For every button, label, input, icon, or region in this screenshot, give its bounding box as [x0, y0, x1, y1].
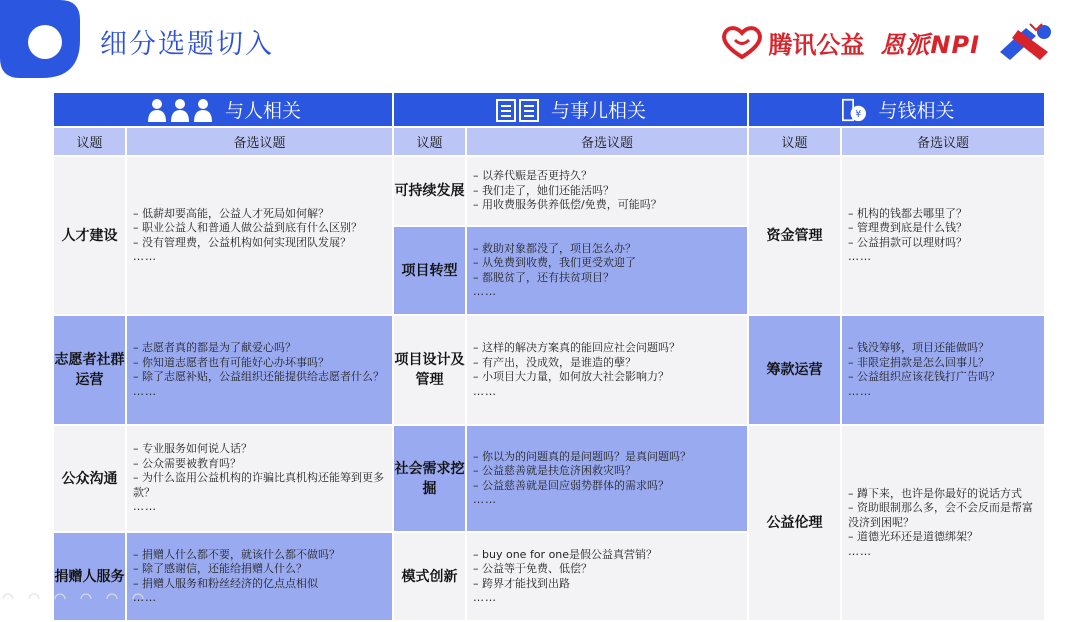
- list-item: – 资助眼制那么多，会不会反而是帮富没济到困呢？: [848, 501, 1034, 529]
- things-topic-cell: [394, 227, 465, 314]
- things-topic-cell: [394, 426, 465, 531]
- things-topic-cell: [394, 533, 465, 620]
- list-item: – 志愿者真的都是为了献爱心吗？: [133, 341, 296, 354]
- section-money-label: 与钱相关: [878, 100, 955, 122]
- money-items-cell: [842, 316, 1044, 424]
- list-item: – 机构的钱都去哪里了？: [848, 206, 968, 220]
- page-title: 细分选题切入: [100, 29, 274, 60]
- ellipsis-more: ……: [473, 285, 498, 298]
- list-item: – 这样的解决方案真的能回应社会问题吗？: [473, 341, 681, 354]
- topic-label: 人才建设: [61, 227, 118, 244]
- section-money-header: [749, 93, 1044, 126]
- people-topic-cell: [54, 533, 125, 620]
- list-item: – 道德光环还是道德绑架？: [848, 530, 979, 544]
- topic-label: 捐赠人服务: [54, 568, 125, 585]
- list-item: – 以养代赈是否更持久？: [473, 169, 593, 183]
- section-things-label: 与事儿相关: [551, 100, 647, 122]
- list-item: – 管理费到底是什么钱？: [848, 221, 968, 234]
- list-item: – buy one for one是假公益真营销？: [473, 547, 658, 561]
- things-topic-cell: [394, 157, 465, 225]
- list-item: – 公益慈善就是回应弱势群体的需求吗？: [473, 478, 670, 492]
- documents-icon: [495, 98, 541, 122]
- topic-label: 模式创新: [401, 568, 458, 585]
- people-icon: [145, 98, 215, 122]
- heart-icon: [722, 25, 762, 59]
- list-item: – 捐赠人什么都不要，就该什么都不做吗？: [133, 547, 340, 561]
- list-item: – 没有管理费，公益机构如何实现团队发展？: [133, 235, 351, 249]
- things-items-cell: [467, 533, 747, 620]
- topic-label: 项目设计及管理: [394, 352, 465, 388]
- list-item: – 蹲下来，也许是你最好的说话方式: [848, 486, 1023, 500]
- brand-logo-mark: [0, 0, 82, 82]
- people-items-cell: [127, 316, 392, 424]
- ellipsis-more: ……: [473, 591, 498, 604]
- money-items-cell: [842, 157, 1044, 314]
- tencent-logo-text: 腾讯公益: [768, 30, 865, 59]
- topic-label: 公众沟通: [61, 470, 118, 487]
- col-topic-header: 议题: [394, 128, 465, 155]
- things-topic-cell: [394, 316, 465, 424]
- ellipsis-more: ……: [133, 500, 157, 514]
- section-people-header: [54, 93, 392, 126]
- things-stack-cell: [394, 157, 747, 314]
- col-topic-header: 议题: [54, 128, 125, 155]
- npi-logo: 恩派NPI: [880, 30, 980, 59]
- col-options-header: 备选议题: [467, 128, 747, 155]
- list-item: – 公益捐款可以理财吗？: [848, 235, 968, 249]
- people-items-cell: [127, 533, 392, 620]
- list-item: – 钱没筹够，项目还能做吗？: [848, 341, 990, 354]
- topic-grid: [52, 91, 1046, 622]
- money-topic-cell: [749, 157, 840, 314]
- list-item: – 小项目大力量，如何放大社会影响力？: [473, 370, 670, 383]
- ellipsis-more: ……: [133, 250, 157, 263]
- section-things-header: [394, 93, 747, 126]
- list-item: – 除了感谢信，还能给捐赠人什么？: [133, 562, 307, 575]
- section-people-label: 与人相关: [225, 100, 302, 122]
- topic-label: 项目转型: [401, 262, 458, 279]
- ellipsis-more: ……: [848, 544, 873, 558]
- people-topic-cell: [54, 426, 125, 531]
- people-topic-cell: [54, 316, 125, 424]
- things-items-cell: [465, 157, 747, 225]
- list-item: – 职业公益人和普通人做公益到底有什么区别？: [133, 221, 362, 234]
- ellipsis-more: ……: [848, 250, 873, 263]
- people-topic-cell: [54, 157, 125, 314]
- list-item: – 公众需要被教育吗？: [133, 456, 241, 470]
- ellipsis-more: ……: [133, 591, 157, 604]
- topic-label: 筹款运营: [766, 362, 823, 378]
- list-item: – 为什么盗用公益机构的诈骗比真机构还能筹到更多款？: [133, 471, 384, 499]
- list-item: – 你知道志愿者也有可能好心办坏事吗？: [133, 355, 329, 369]
- footer-decoration: [0, 593, 200, 599]
- list-item: – 都脱贫了，还有扶贫项目？: [473, 270, 615, 284]
- things-items-cell: [465, 227, 747, 314]
- ellipsis-more: ……: [848, 384, 873, 398]
- col-options-header: 备选议题: [127, 128, 392, 155]
- list-item: – 专业服务如何说人话？: [133, 442, 252, 456]
- list-item: – 我们走了，她们还能活吗？: [473, 183, 615, 197]
- topic-label: 可持续发展: [394, 183, 465, 199]
- topic-label: 社会需求挖掘: [394, 460, 465, 497]
- list-item: – 跨界才能找到出路: [473, 576, 571, 590]
- people-items-cell: [127, 157, 392, 314]
- list-item: – 公益组织应该花钱打广告吗？: [848, 370, 1001, 383]
- money-topic-cell: [749, 316, 840, 424]
- list-item: – 公益等于免费、低偿？: [473, 562, 593, 575]
- list-item: – 从免费到收费，我们更受欢迎了: [473, 256, 637, 269]
- money-topic-cell: [749, 426, 840, 620]
- topic-label: 资金管理: [766, 227, 823, 244]
- topic-label: 公益伦理: [766, 515, 823, 531]
- topic-label: 志愿者社群运营: [54, 352, 125, 388]
- list-item: – 有产出，没成效，是谁造的孽？: [473, 355, 637, 369]
- money-items-cell: [842, 426, 1044, 620]
- ellipsis-more: ……: [133, 384, 157, 398]
- people-items-cell: [127, 426, 392, 531]
- list-item: – 用收费服务供养低偿/免费，可能吗？: [473, 198, 662, 212]
- list-item: – 除了志愿补贴，公益组织还能提供给志愿者什么？: [133, 370, 384, 383]
- partner-badge-icon: [996, 22, 1058, 62]
- partner-logos: [722, 20, 1058, 64]
- list-item: – 非限定捐款是怎么回事儿？: [848, 355, 990, 369]
- list-item: – 低薪却要高能，公益人才死局如何解？: [133, 206, 329, 220]
- list-item: – 你以为的问题真的是问题吗？是真问题吗？: [473, 449, 692, 463]
- tencent-charity-logo: [722, 25, 864, 60]
- ellipsis-more: ……: [473, 493, 498, 506]
- things-items-cell: [467, 316, 747, 424]
- col-topic-header: 议题: [749, 128, 840, 155]
- ellipsis-more: ……: [473, 384, 498, 398]
- col-options-header: 备选议题: [842, 128, 1044, 155]
- things-items-cell: [467, 426, 747, 531]
- list-item: – 捐赠人服务和粉丝经济的亿点点相似: [133, 576, 318, 590]
- money-icon: [839, 98, 869, 122]
- list-item: – 救助对象都没了，项目怎么办？: [473, 241, 637, 255]
- list-item: – 公益慈善就是扶危济困救灾吗？: [473, 464, 637, 477]
- svg-text:¥: ¥: [854, 108, 861, 120]
